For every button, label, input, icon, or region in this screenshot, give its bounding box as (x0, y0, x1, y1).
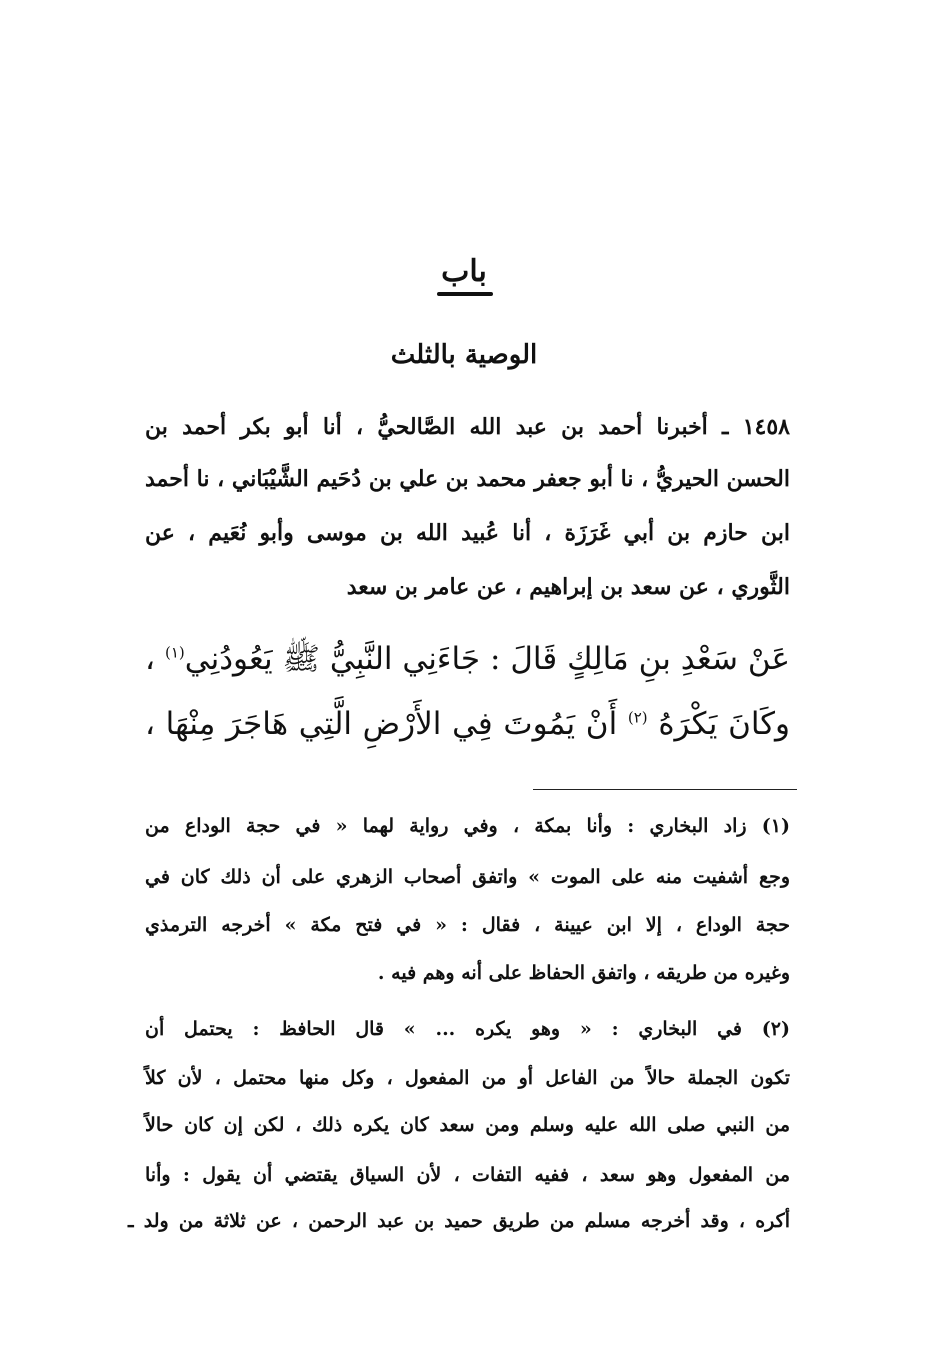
isnad-line-2: الحسن الحيريُّ ، نا أبو جعفر محمد بن علي بن دُحَيم الشَّيْبَاني ، نا أحمد (145, 466, 790, 492)
chapter-title-ornament (437, 292, 493, 296)
footnote-ref-2: (٢) (627, 708, 648, 727)
chapter-subtitle: الوصية بالثلث (390, 340, 538, 370)
footnote-1-line-1: (١) زاد البخاري : وأنا بمكة ، وفي رواية لهما « في حجة الوداع من (145, 815, 790, 837)
footnote-2-line-1: (٢) في البخاري : « وهو يكره ... » قال الحافظ : يحتمل أن (145, 1018, 790, 1040)
footnote-divider (533, 789, 797, 790)
footnote-2-line-5: أكره ، وقد أخرجه مسلم من طريق حميد بن عبد الرحمن ، عن ثلاثة من ولد ـ (128, 1210, 790, 1232)
hadith-text-1: عَنْ سَعْدِ بنِ مَالِكٍ قَالَ : جَاءَنِي النَّبِيُّ ﷺ يَعُودُنِي (184, 641, 791, 677)
hadith-text-2a: وكَانَ يَكْرَهُ (658, 706, 791, 742)
isnad-line-1: ١٤٥٨ ـ أخبرنا أحمد بن عبد الله الصَّالحيُّ ، أنا أبو بكر أحمد بن (145, 414, 790, 440)
footnote-1-line-2: وجع أشفيت منه على الموت » واتفق أصحاب الزهري على أن ذلك كان في (145, 866, 790, 888)
footnote-ref-1: (١) (164, 643, 185, 662)
footnote-2-line-2: تكون الجملة حالاً من الفاعل أو من المفعول ، وكل منها محتمل ، لأن كلاً (145, 1067, 790, 1089)
footnote-2-line-3: من النبي صلى الله عليه وسلم ومن سعد كان يكره ذلك ، لكن إن كان حالاً (145, 1114, 790, 1136)
hadith-line-1 (145, 640, 790, 685)
hadith-text-2b: أَنْ يَمُوتَ فِي الأَرْضِ الَّتِي هَاجَرَ مِنْهَا ، (145, 706, 618, 742)
footnote-1-line-3: حجة الوداع ، إلا ابن عيينة ، فقال : « في فتح مكة » أخرجه الترمذي (145, 914, 790, 936)
isnad-line-4: الثَّوري ، عن سعد بن إبراهيم ، عن عامر بن سعد (346, 574, 790, 600)
footnote-1-line-4: وغيره من طريقه ، واتفق الحفاظ على أنه وهم فيه . (377, 962, 790, 984)
hadith-comma: ، (145, 641, 156, 677)
footnote-2-line-4: من المفعول وهو سعد ، ففيه التفات ، لأن السياق يقتضي أن يقول : وأنا (145, 1164, 790, 1186)
hadith-line-2 (145, 706, 790, 742)
chapter-title: باب (441, 254, 487, 289)
isnad-line-3: ابن حازم بن أبي غَرَزَة ، أنا عُبيد الله بن موسى وأبو نُعَيم ، عن (145, 520, 790, 546)
